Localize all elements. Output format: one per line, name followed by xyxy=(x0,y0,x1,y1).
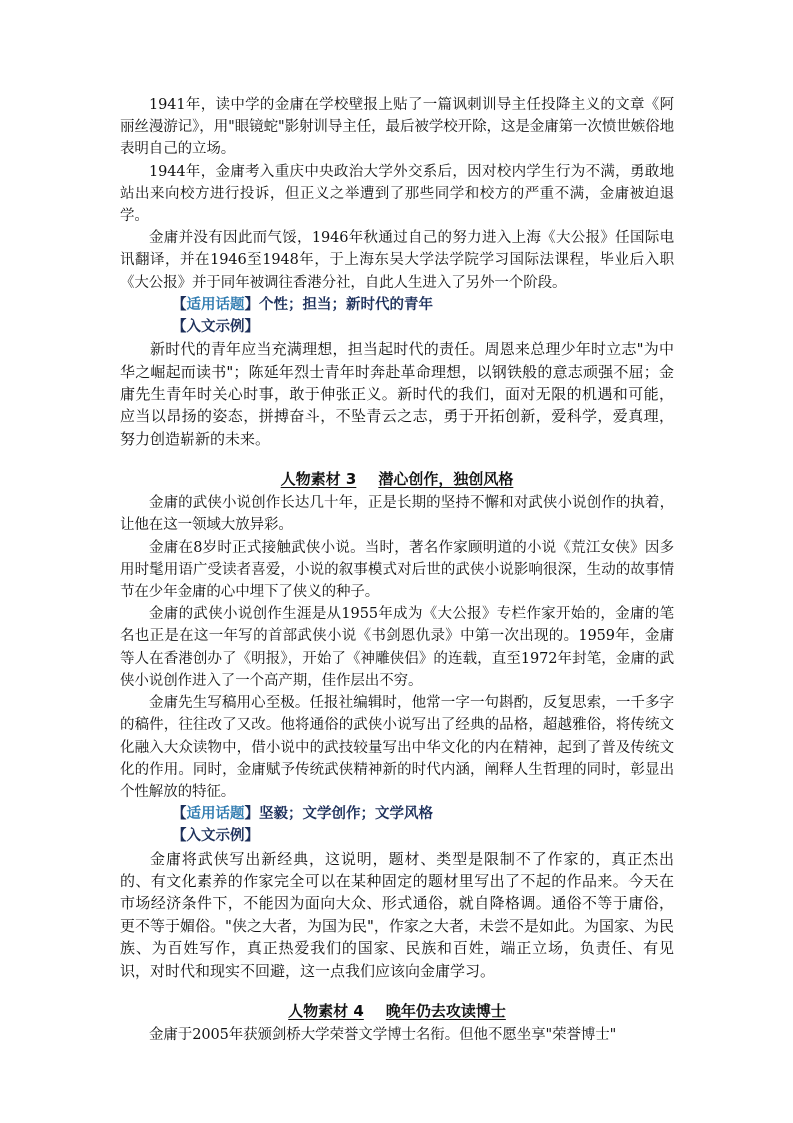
body-paragraph: 金庸的武侠小说创作生涯是从1955年成为《大公报》专栏作家开始的，金庸的笔名也正是在这一年写的首部武侠小说《书剑恩仇录》中第一次出现的。1959年，金庸等人在香港创办了《明报》，开始了《神雕侠侣》的连载，直至1972年封笔，金庸的武侠小说创作进入了一个高产期，佳作层出不穷。 xyxy=(120,606,674,689)
document-page xyxy=(120,94,674,1046)
body-paragraph: 金庸并没有因此而气馁，1946年秋通过自己的努力进入上海《大公报》任国际电讯翻译，并在1946至1948年，于上海东吴大学法学院学习国际法课程，毕业后入职《大公报》并于同年被调往香港分社，自此人生进入了另外一个阶段。 xyxy=(120,230,674,291)
example-label-line: 【入文示例】 xyxy=(172,828,259,845)
section-heading-subtitle: 潜心创作，独创风格 xyxy=(378,470,514,489)
example-label: 入文示例 xyxy=(186,319,245,336)
section-heading-title: 人物素材 3 xyxy=(280,470,357,489)
example-paragraph: 金庸将武侠写出新经典，这说明，题材、类型是限制不了作家的，真正杰出的、有文化素养的作家完全可以在某种固定的题材里写出了不起的作品来。今天在市场经济条件下，不能因为面向大众、形式通俗，就自降格调。通俗不等于庸俗，更不等于媚俗。"侠之大者，为国为民"，作家之大者，未尝不是如此。为国家、为民族、为百姓写作，真正热爱我们的国家、民族和百姓，端正立场，负责任、有见识，对时代和现实不回避，这一点我们应该向金庸学习。 xyxy=(120,849,674,980)
body-paragraph: 金庸的武侠小说创作长达几十年，正是长期的坚持不懈和对武侠小说创作的执着，让他在这一领域大放异彩。 xyxy=(120,495,674,534)
topic-text: 坚毅；文学创作；文学风格 xyxy=(259,806,433,823)
section-heading xyxy=(120,468,674,490)
body-paragraph: 金庸在8岁时正式接触武侠小说。当时，著名作家顾明道的小说《荒江女侠》因多用时髦用语广受读者喜爱，小说的叙事模式对后世的武侠小说影响很深，生动的故事情节在少年金庸的心中埋下了侠义的种子。 xyxy=(120,539,674,601)
section-heading-subtitle: 晚年仍去攻读博士 xyxy=(385,1001,506,1020)
body-paragraph: 金庸于2005年获颁剑桥大学荣誉文学博士名衔。但他不愿坐享"荣誉博士" xyxy=(149,1026,617,1043)
topic-text: 个性；担当；新时代的青年 xyxy=(259,296,433,313)
example-label: 入文示例 xyxy=(186,828,245,845)
topic-label: 适用话题 xyxy=(186,296,245,313)
section-heading-title: 人物素材 4 xyxy=(288,1001,364,1020)
body-paragraph: 1944年，金庸考入重庆中央政治大学外交系后，因对校内学生行为不满，勇敢地站出来向校方进行投诉，但正义之举遭到了那些同学和校方的严重不满，金庸被迫退学。 xyxy=(120,163,674,225)
applicable-topic-line: 【适用话题】坚毅；文学创作；文学风格 xyxy=(172,806,433,823)
section-heading xyxy=(120,1000,674,1022)
applicable-topic-line: 【适用话题】个性；担当；新时代的青年 xyxy=(172,296,433,313)
example-paragraph: 新时代的青年应当充满理想，担当起时代的责任。周恩来总理少年时立志"为中华之崛起而读书"；陈延年烈士青年时奔赴革命理想，以钢铁般的意志顽强不屈；金庸先生青年时关心时事，敢于伸张正义。新时代的我们，面对无限的机遇和可能，应当以昂扬的姿态，拼搏奋斗，不坠青云之志，勇于开拓创新，爱科学，爱真理，努力创造崭新的未来。 xyxy=(120,340,674,448)
topic-label: 适用话题 xyxy=(186,806,245,823)
example-label-line: 【入文示例】 xyxy=(172,319,259,336)
body-paragraph: 1941年，读中学的金庸在学校壁报上贴了一篇讽刺训导主任投降主义的文章《阿丽丝漫游记》，用"眼镜蛇"影射训导主任，最后被学校开除，这是金庸第一次愤世嫉俗地表明自己的立场。 xyxy=(120,97,674,158)
body-paragraph: 金庸先生写稿用心至极。任报社编辑时，他常一字一句斟酌，反复思索，一千多字的稿件，往往改了又改。他将通俗的武侠小说写出了经典的品格，超越雅俗，将传统文化融入大众读物中，借小说中的武技较量写出中华文化的内在精神，起到了普及传统文化的作用。同时，金庸赋予传统武侠精神新的时代内涵，阐释人生哲理的同时，彰显出个性解放的特征。 xyxy=(120,695,674,800)
